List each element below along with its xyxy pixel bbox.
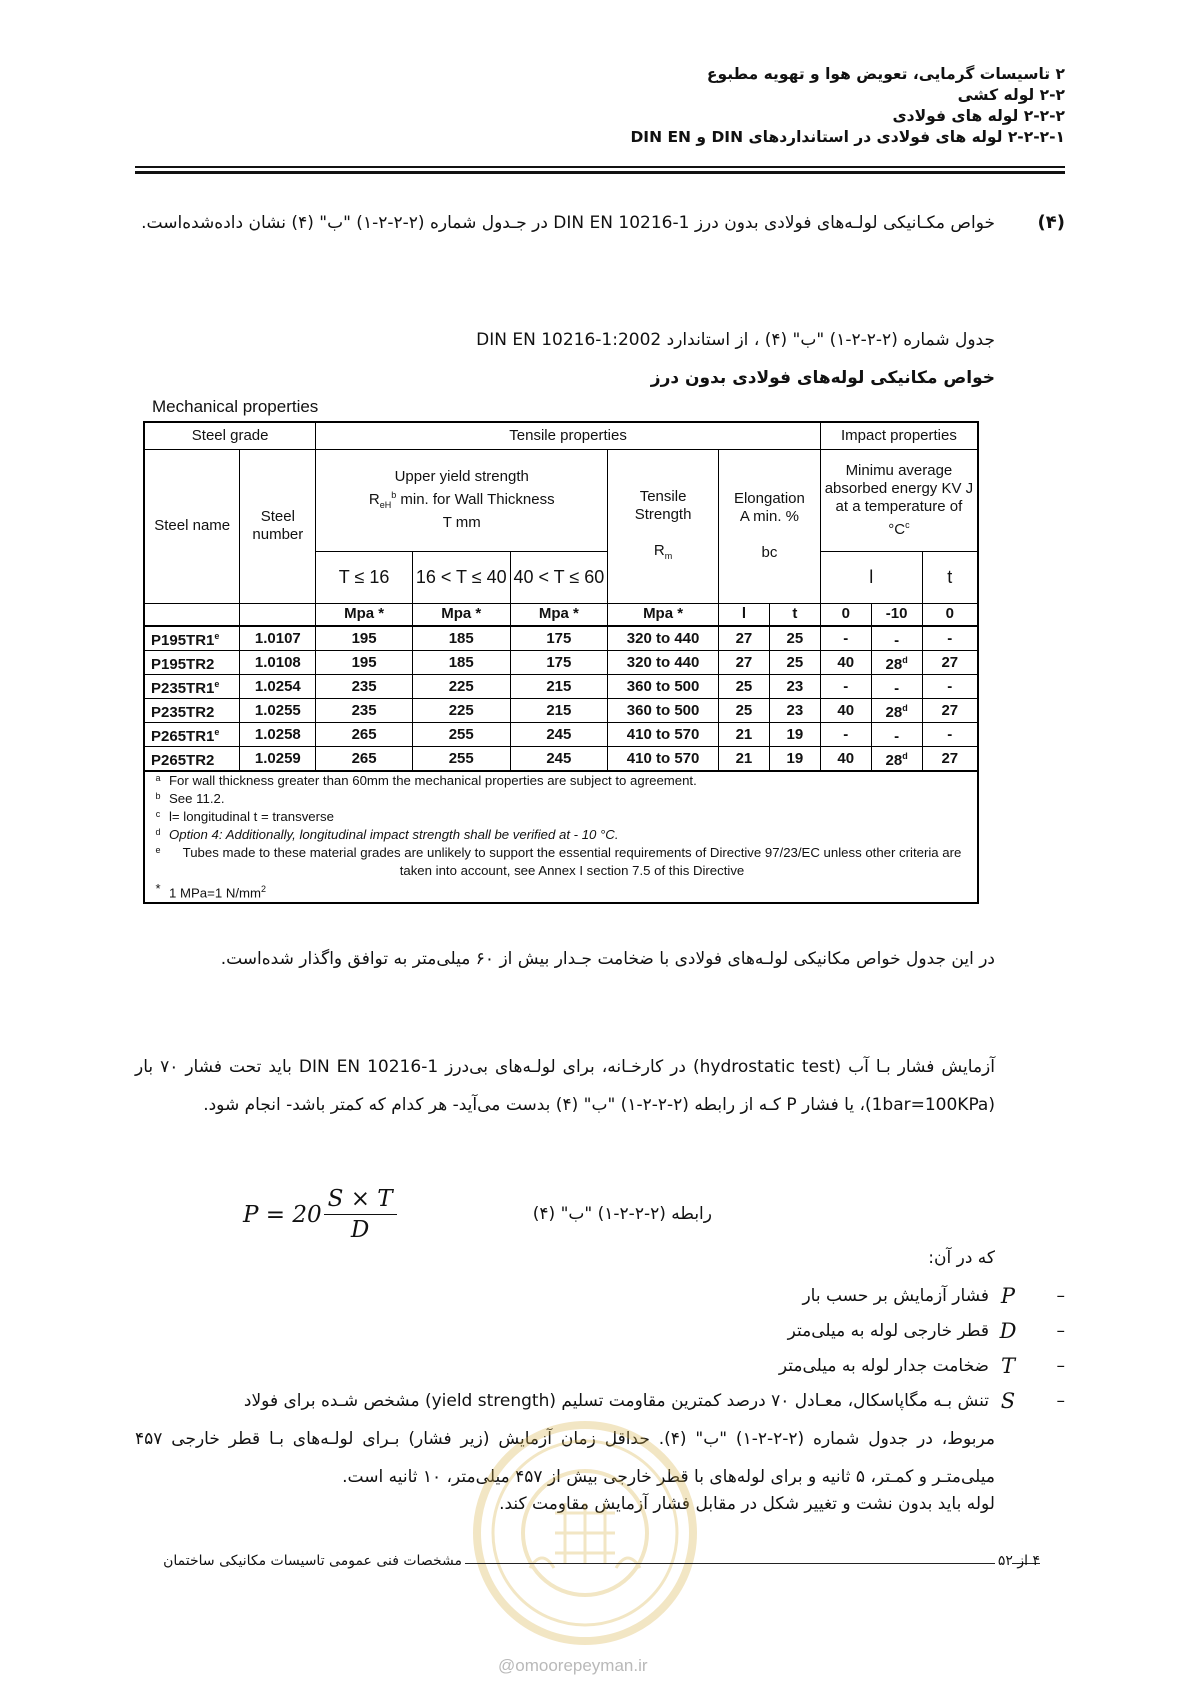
elong-l-cell: 21 (718, 723, 769, 747)
steel-name-cell (144, 651, 240, 675)
yield-t40-cell: 225 (412, 675, 510, 699)
tensile-strength-label: Tensile Strength (634, 487, 692, 523)
unit-cell: t (769, 603, 820, 626)
definition-symbol: P (1000, 1284, 1016, 1308)
formula-denominator: D (350, 1217, 370, 1243)
yield-t16-cell: 235 (316, 699, 413, 723)
reh-symbol: R (368, 491, 380, 508)
definition-t (779, 1354, 1065, 1378)
footnote (147, 808, 975, 826)
unit-cell: 0 (922, 603, 978, 626)
elong-l-cell: 27 (718, 626, 769, 651)
steel-name-cell (144, 747, 240, 772)
unit-cell: 0 (820, 603, 871, 626)
col-steel-number: Steel number (240, 449, 316, 603)
table-row (144, 651, 978, 675)
impact-desc-sup: c (905, 519, 910, 530)
formula-lhs: P = 20 (243, 1201, 322, 1228)
footnote-sup: 2 (260, 884, 266, 894)
yield-t16-cell: 235 (316, 675, 413, 699)
impact-l0-cell: 40 (820, 651, 871, 675)
impact-l0-cell: - (820, 723, 871, 747)
elongation-note: bc (761, 544, 778, 561)
upper-yield-line1: Upper yield strength (394, 468, 529, 485)
footnote (147, 790, 975, 808)
rm-letter: R (653, 541, 665, 559)
steel-name-sup: e (214, 727, 220, 737)
footnote-mark: b (155, 791, 161, 801)
footnote (147, 772, 975, 790)
steel-name: P265TR1 (151, 728, 215, 745)
impact-l10-cell (871, 747, 922, 772)
t-range-3: 40 < T ≤ 60 (510, 551, 608, 603)
definition-d (788, 1319, 1065, 1343)
definition-dash: – (1056, 1391, 1065, 1411)
formula-label: رابطه (۲-۲-۲-۱) "ب" (۴) (532, 1204, 712, 1224)
pressure-formula (243, 1186, 397, 1243)
watermark-url: @omoorepeyman.ir (498, 1656, 648, 1675)
definition-symbol: S (1000, 1389, 1016, 1413)
col-tensile-strength (608, 449, 719, 603)
yield-t16-cell: 195 (316, 626, 413, 651)
elong-t-cell: 25 (769, 626, 820, 651)
footnote-text: Option 4: Additionally, longitudinal impact strength shall be verified at - 10 °C. (169, 827, 619, 842)
upper-yield-min: min. for Wall Thickness (396, 491, 555, 508)
unit-cell: Mpa * (510, 603, 608, 626)
steel-name: P195TR2 (151, 656, 215, 673)
group-steel-grade: Steel grade (144, 422, 316, 449)
tensile-rm-cell: 410 to 570 (608, 747, 719, 772)
yield-t16-cell: 265 (316, 723, 413, 747)
steel-number-cell: 1.0258 (240, 723, 316, 747)
table-row (144, 699, 978, 723)
table-row (144, 723, 978, 747)
yield-t40-cell: 185 (412, 626, 510, 651)
steel-number-cell: 1.0259 (240, 747, 316, 772)
yield-t40-cell: 225 (412, 699, 510, 723)
footnote (147, 826, 975, 844)
header-rule (135, 166, 1065, 168)
table-row (144, 747, 978, 772)
steel-name-sup: e (214, 679, 220, 689)
elong-t-cell: 23 (769, 675, 820, 699)
elongation-label: Elongation A min. % (733, 490, 805, 525)
impact-t0-cell: 27 (922, 651, 978, 675)
header-line-3: ۲-۲-۲ لوله های فولادی (892, 107, 1065, 125)
steel-number-cell: 1.0107 (240, 626, 316, 651)
footnote-mark: c (155, 809, 161, 819)
reh-sup: b (391, 490, 397, 500)
table-footnotes (144, 771, 978, 903)
table-caption: جدول شماره (۲-۲-۲-۱) "ب" (۴) ، از استاندارد DIN EN 10216-1:2002 (476, 330, 995, 350)
elong-l-cell: 25 (718, 675, 769, 699)
footnote-mark: e (155, 845, 161, 855)
footnote-mark: a (155, 773, 161, 783)
impact-l10: - (894, 728, 900, 745)
item-text: خواص مکـانیکی لولـه‌های فولادی بدون درز DIN EN 10216-1 در جـدول شماره (۲-۲-۲-۱) "ب" (۴) نشان داده‌شده‌است. (141, 213, 995, 233)
elong-l-cell: 21 (718, 747, 769, 772)
impact-l10-cell (871, 626, 922, 651)
upper-yield-line3: T mm (442, 514, 481, 531)
impact-l10-sup: d (902, 703, 908, 713)
impact-l10-cell (871, 723, 922, 747)
unit-cell: Mpa * (608, 603, 719, 626)
footnote-text (169, 880, 266, 902)
final-line: لوله باید بدون نشت و تغییر شکل در مقابل فشار آزمایش مقاومت کند. (499, 1494, 995, 1514)
impact-t: t (922, 551, 978, 603)
unit-cell: -10 (871, 603, 922, 626)
group-impact-properties: Impact properties (820, 422, 978, 449)
mechanical-properties-table (143, 421, 979, 904)
definition-s (244, 1389, 1065, 1413)
page-number: ۴ از ۵۲ (997, 1553, 1040, 1569)
footer-title: مشخصات فنی عمومی تاسیسات مکانیکی ساختمان (163, 1553, 462, 1569)
yield-t60-cell: 215 (510, 699, 608, 723)
where-label: که در آن: (928, 1248, 995, 1268)
group-tensile-properties: Tensile properties (316, 422, 821, 449)
yield-t16-cell: 195 (316, 651, 413, 675)
steel-name: P235TR2 (151, 704, 215, 721)
impact-l10-sup: d (902, 655, 908, 665)
unit-cell: Mpa * (316, 603, 413, 626)
impact-l10-cell (871, 651, 922, 675)
impact-l10: - (894, 680, 900, 697)
tensile-rm-cell: 320 to 440 (608, 651, 719, 675)
s-definition-continued: مربوط، در جدول شماره (۲-۲-۲-۱) "ب" (۴). حداقل زمان آزمایش (زیر فشار) بـرای لولـه‌های بـا قطر خارجی ۴۵۷ میلی‌متـر و کمـتر، ۵ ثانیه و برای لوله‌های با قطر خارجی بیش از ۴۵۷ میلی‌متر، ۱۰ ثانیه است. (135, 1429, 996, 1487)
yield-t60-cell: 175 (510, 626, 608, 651)
footnote (147, 844, 975, 880)
unit-cell: l (718, 603, 769, 626)
yield-t60-cell: 245 (510, 723, 608, 747)
col-impact-desc (820, 449, 978, 551)
steel-name-cell (144, 675, 240, 699)
steel-name-sup: e (214, 631, 220, 641)
definition-symbol: T (1000, 1354, 1015, 1378)
impact-l10-cell (871, 675, 922, 699)
col-elongation (718, 449, 820, 603)
footnote-text: For wall thickness greater than 60mm the mechanical properties are subject to agreement. (169, 773, 697, 788)
formula-fraction (324, 1186, 397, 1243)
impact-t0-cell: 27 (922, 747, 978, 772)
impact-l0-cell: 40 (820, 747, 871, 772)
steel-name-cell (144, 723, 240, 747)
header-rule-thick (135, 171, 1065, 174)
yield-t40-cell: 185 (412, 651, 510, 675)
hydro-test-paragraph: آزمایش فشار بـا آب (hydrostatic test) در کارخـانه، برای لولـه‌های بی‌درز DIN EN 10216-1 باید تحت فشار ۷۰ بار (1bar=100KPa)، یا فشار P کـه از رابطه (۲-۲-۲-۱) "ب" (۴) بدست می‌آید- هر کدام که کمتر باشد- انجام شود. (135, 1057, 995, 1115)
impact-l10: - (894, 632, 900, 649)
unit-empty-1 (144, 603, 240, 626)
impact-t0-cell: - (922, 675, 978, 699)
formula-numerator: S × T (324, 1186, 397, 1215)
header-line-1: ۲ تاسیسات گرمایی، تعویض هوا و تهویه مطبوع (706, 65, 1065, 83)
table-row (144, 675, 978, 699)
t-range-1: T ≤ 16 (316, 551, 413, 603)
tensile-rm-cell: 410 to 570 (608, 723, 719, 747)
steel-name-cell (144, 626, 240, 651)
elong-t-cell: 23 (769, 699, 820, 723)
steel-name: P195TR1 (151, 632, 215, 649)
footer-rule (465, 1563, 995, 1564)
impact-t0-cell: 27 (922, 699, 978, 723)
steel-number-cell: 1.0108 (240, 651, 316, 675)
tensile-rm-cell: 320 to 440 (608, 626, 719, 651)
definition-text: قطر خارجی لوله به میلی‌متر (787, 1321, 989, 1341)
impact-l10-sup: d (902, 751, 908, 761)
definition-text: ضخامت جدار لوله به میلی‌متر (778, 1356, 989, 1376)
yield-t60-cell: 175 (510, 651, 608, 675)
impact-l0-cell: - (820, 626, 871, 651)
footnote-unit: 1 MPa=1 N/mm (169, 885, 261, 901)
reh-sub: eH (379, 500, 392, 510)
tensile-rm-cell: 360 to 500 (608, 675, 719, 699)
impact-l0-cell: - (820, 675, 871, 699)
elong-l-cell: 27 (718, 651, 769, 675)
col-upper-yield (316, 449, 608, 551)
table-subtitle: خواص مکانیکی لوله‌های فولادی بدون درز (650, 368, 995, 388)
impact-l10: 28 (885, 656, 903, 673)
unit-empty-2 (240, 603, 316, 626)
yield-t16-cell: 265 (316, 747, 413, 772)
tensile-rm-cell: 360 to 500 (608, 699, 719, 723)
after-table-text: در این جدول خواص مکانیکی لولـه‌های فولادی با ضخامت جـدار بیش از ۶۰ میلی‌متر به توافق واگذار شده‌است. (220, 949, 995, 969)
impact-desc-text: Minimu average absorbed energy KV J at a temperature of °C (824, 461, 974, 538)
header-line-4: ۲-۲-۲-۱ لوله های فولادی در استانداردهای DIN و DIN EN (630, 128, 1065, 146)
steel-number-cell: 1.0254 (240, 675, 316, 699)
impact-l0-cell: 40 (820, 699, 871, 723)
definition-symbol: D (999, 1319, 1017, 1343)
yield-t60-cell: 245 (510, 747, 608, 772)
elong-t-cell: 19 (769, 747, 820, 772)
yield-t40-cell: 255 (412, 747, 510, 772)
impact-l10-cell (871, 699, 922, 723)
definition-dash: – (1056, 1321, 1065, 1341)
header-line-2: ۲-۲ لوله کشی (957, 86, 1065, 104)
steel-name: P235TR1 (151, 680, 215, 697)
yield-t40-cell: 255 (412, 723, 510, 747)
impact-t0-cell: - (922, 723, 978, 747)
steel-name-cell (144, 699, 240, 723)
elong-l-cell: 25 (718, 699, 769, 723)
footnote-mark: d (155, 827, 161, 837)
rm-sub: m (664, 550, 673, 561)
col-steel-name: Steel name (144, 449, 240, 603)
definition-text: فشار آزمایش بر حسب بار (802, 1286, 989, 1306)
impact-l10: 28 (885, 752, 903, 769)
impact-t0-cell: - (922, 626, 978, 651)
elong-t-cell: 19 (769, 723, 820, 747)
steel-name: P265TR2 (151, 752, 215, 769)
footnote-text: l= longitudinal t = transverse (169, 809, 334, 824)
definition-dash: – (1056, 1286, 1065, 1306)
definition-p (802, 1284, 1065, 1308)
upper-yield-line2 (318, 486, 605, 514)
footnote (147, 880, 975, 902)
definition-dash: – (1056, 1356, 1065, 1376)
footnote-text: Tubes made to these material grades are unlikely to support the essential requirements of Directive 97/23/EC unless other criteria are taken into account, see Annex I section 7.5 of this Directive (182, 845, 962, 878)
footnote-mark: * (155, 881, 161, 896)
steel-number-cell: 1.0255 (240, 699, 316, 723)
impact-l10: 28 (885, 704, 903, 721)
watermark-seal-icon (470, 1418, 700, 1648)
footnote-text: See 11.2. (169, 791, 225, 806)
item-number: (۴) (1037, 212, 1065, 233)
unit-cell: Mpa * (412, 603, 510, 626)
table-title: Mechanical properties (152, 397, 319, 416)
t-range-2: 16 < T ≤ 40 (412, 551, 510, 603)
table-row (144, 626, 978, 651)
rm-symbol (610, 542, 716, 565)
impact-l: l (820, 551, 922, 603)
elong-t-cell: 25 (769, 651, 820, 675)
definition-text: تنش بـه مگاپاسکال، معـادل ۷۰ درصد کمترین مقاومت تسلیم (yield strength) مشخص شـده برای فولاد (243, 1391, 989, 1411)
yield-t60-cell: 215 (510, 675, 608, 699)
